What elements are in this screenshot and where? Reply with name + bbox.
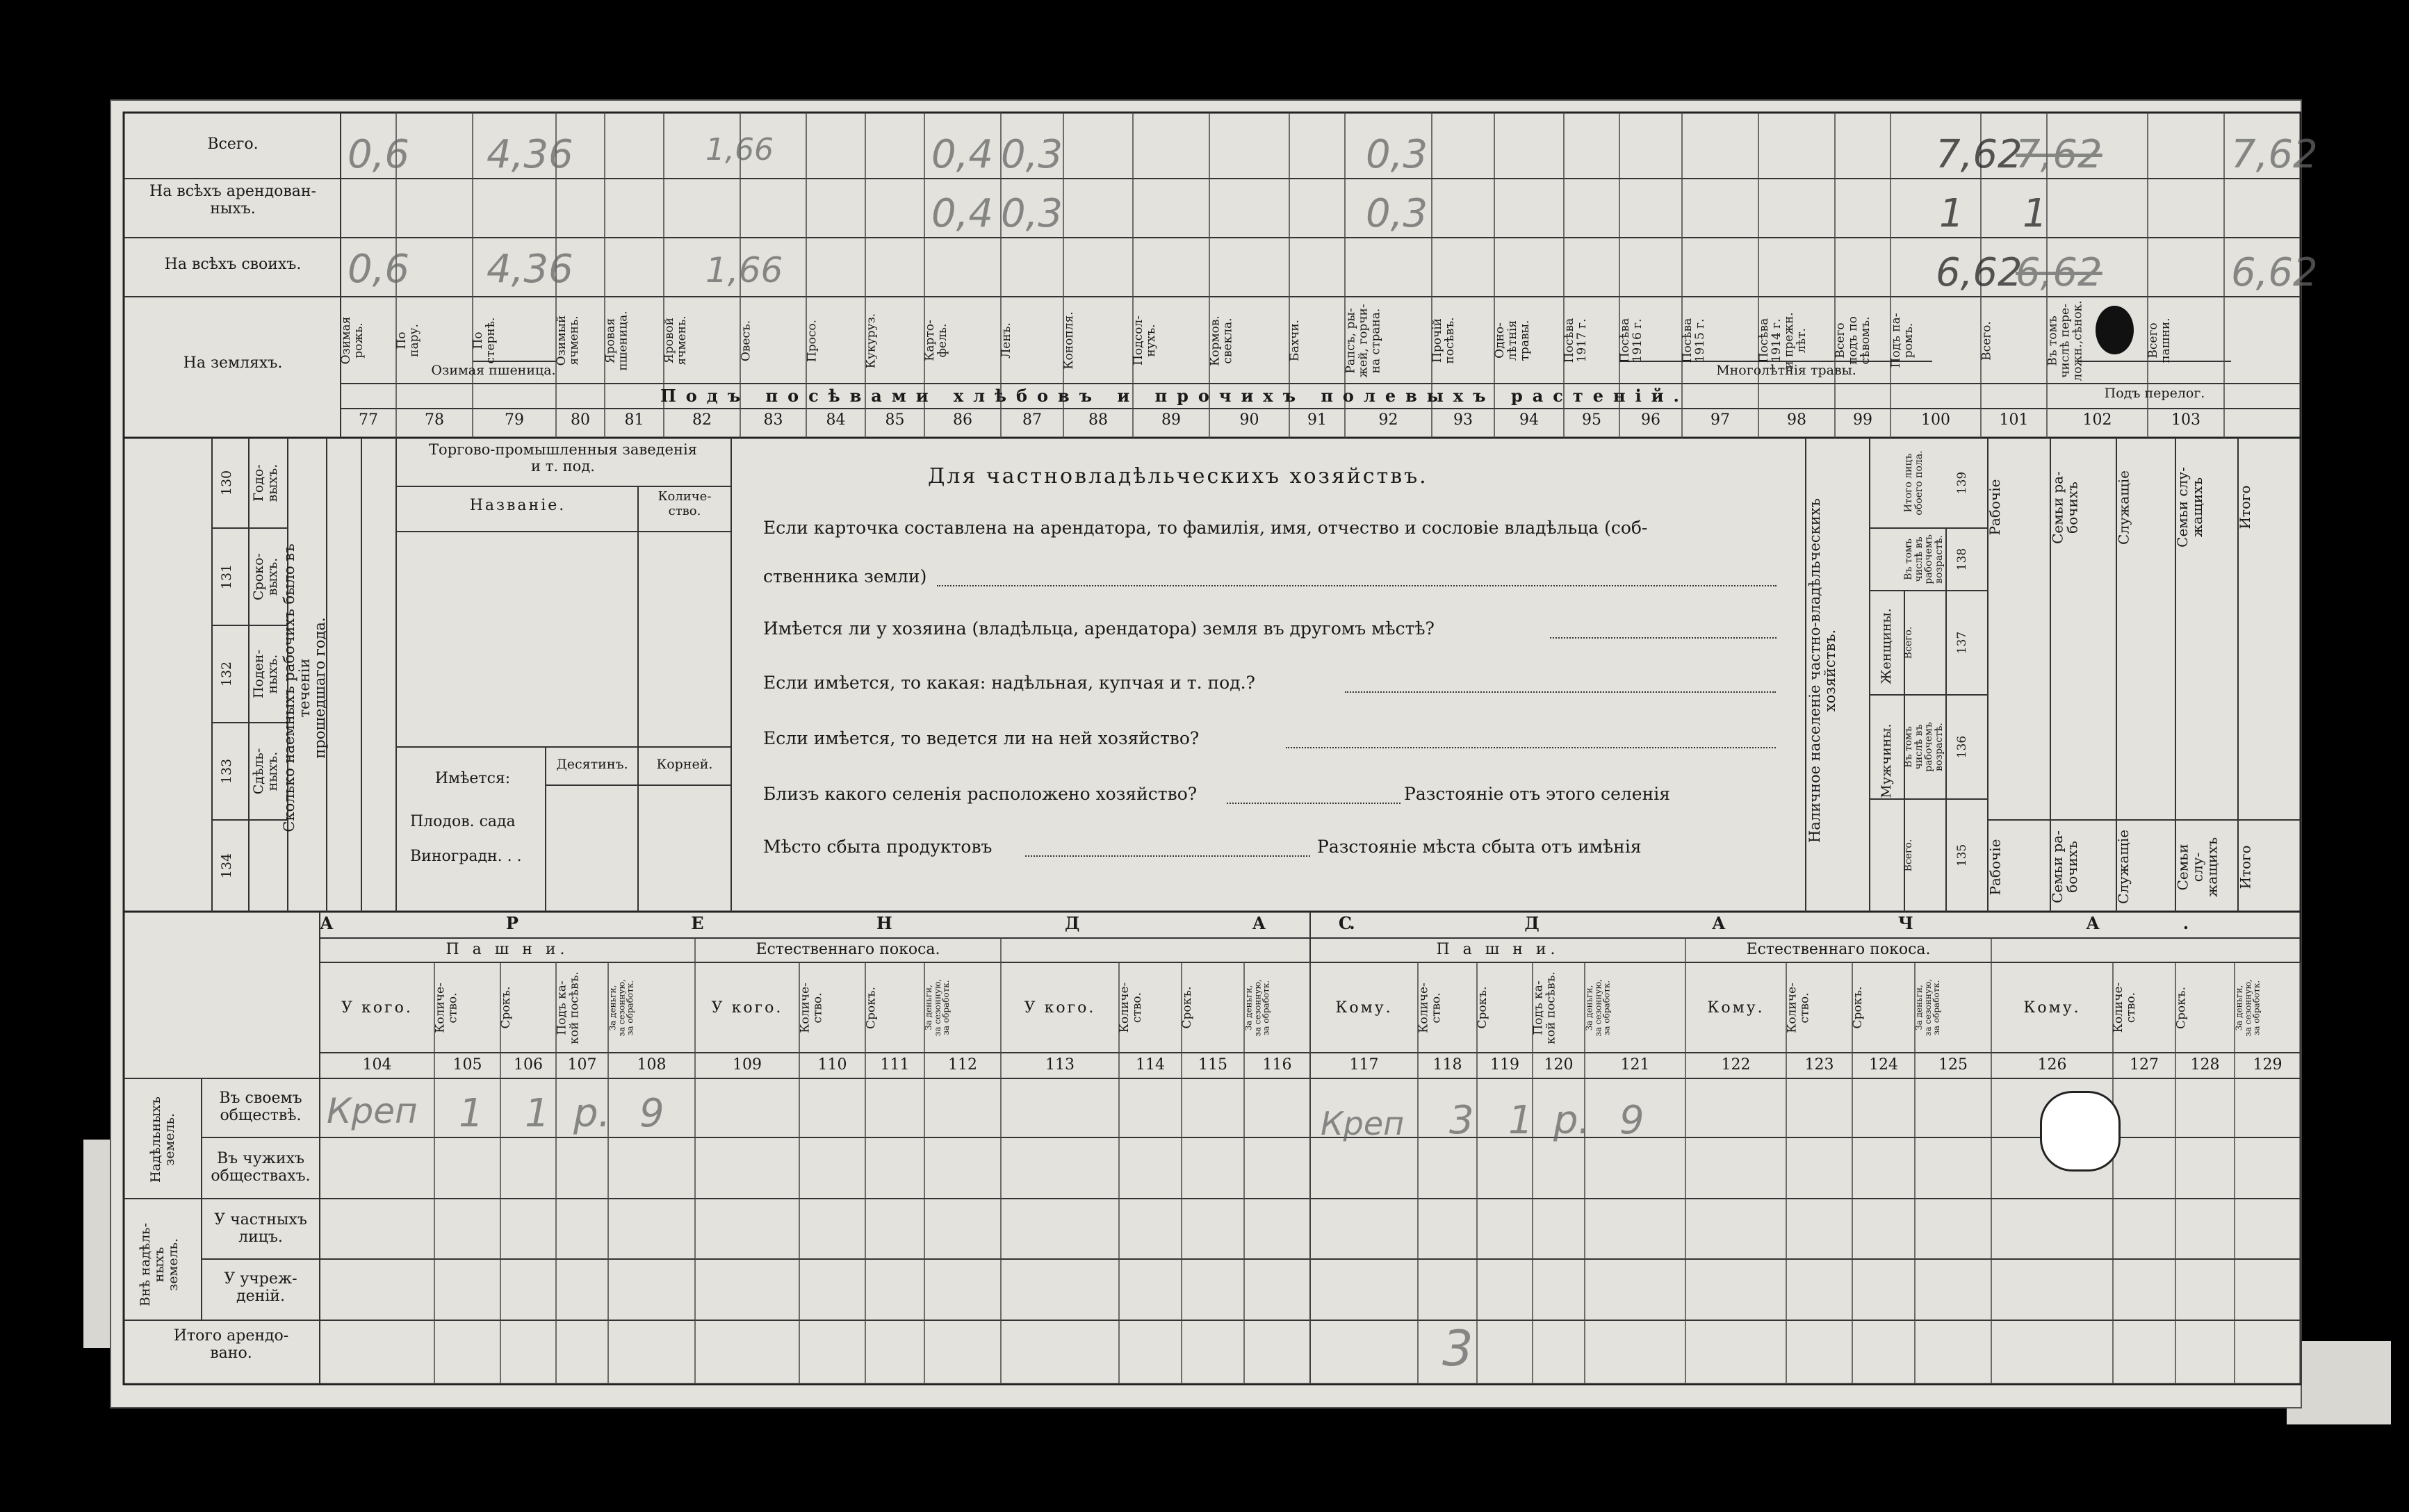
top-col-label: Просо. xyxy=(805,319,819,362)
top-col-number: 100 xyxy=(1921,411,1950,429)
bottom-col-label: У кого. xyxy=(341,999,413,1017)
pashni-sdacha: П а ш н и. xyxy=(1436,941,1560,958)
natural-arenda: Естественнаго покоса. xyxy=(756,941,940,958)
top-col-label: Кормов. свекла. xyxy=(1208,315,1234,366)
bottom-col-label: У кого. xyxy=(711,999,783,1017)
hw-vsego-8: 7,62 xyxy=(2016,132,2102,177)
hired-col-number: 131 xyxy=(219,564,234,590)
answer-line-farming[interactable] xyxy=(1286,747,1776,748)
hired-col-number: 133 xyxy=(219,758,234,784)
row-other-society: Въ чужихъ обществахъ. xyxy=(211,1150,311,1185)
top-col-number: 103 xyxy=(2171,411,2200,429)
top-col-label: Всего. xyxy=(1979,320,1993,361)
bottom-col-number: 123 xyxy=(1804,1056,1834,1074)
hw-arenda-pay: 9 xyxy=(639,1091,664,1136)
hw-arenda-who: Креп xyxy=(327,1091,418,1131)
bottom-col-label: Срокъ. xyxy=(864,986,878,1029)
bottom-col-number: 125 xyxy=(1938,1056,1968,1074)
right-col-label: Служащіе xyxy=(2115,830,2132,904)
bottom-col-number: 111 xyxy=(880,1056,910,1074)
population-title: Наличное населеніе частно-владѣльческихъ хозяйствъ. xyxy=(1806,498,1839,844)
top-col-number: 98 xyxy=(1787,411,1806,429)
row-label-rented: На всѣхъ арендован- ныхъ. xyxy=(149,183,316,218)
hw-sdacha-crop: р. xyxy=(1553,1098,1591,1143)
right-col-label: Итого xyxy=(2237,485,2253,529)
men-label: Мужчины. xyxy=(1879,723,1894,798)
bottom-col-number: 117 xyxy=(1349,1056,1379,1074)
hw-arenda-term: 1 xyxy=(525,1091,550,1136)
pop-col-number: 135 xyxy=(1955,844,1969,867)
hired-col-label: Сроко- выхъ. xyxy=(251,553,280,600)
bottom-col-label: Срокъ. xyxy=(1851,986,1865,1029)
bottom-col-label: Количе- ство. xyxy=(2112,982,2138,1033)
top-col-number: 91 xyxy=(1307,411,1327,429)
question-market-distance: Разстояніе мѣста сбыта отъ имѣнія xyxy=(1317,837,1642,857)
bottom-col-number: 115 xyxy=(1198,1056,1227,1074)
sdacha-title: С Д А Ч А. xyxy=(1338,913,2273,933)
private-farms-title: Для частновладѣльческихъ хозяйствъ. xyxy=(928,464,1428,488)
top-col-label: Ленъ. xyxy=(999,322,1013,359)
bottom-col-number: 121 xyxy=(1620,1056,1650,1074)
trade-name-header: Названіе. xyxy=(469,497,566,514)
top-col-number: 77 xyxy=(359,411,378,429)
bottom-col-number: 127 xyxy=(2130,1056,2159,1074)
bottom-col-label: Подъ ка- кой посѣвъ. xyxy=(555,971,581,1044)
bottom-col-number: 118 xyxy=(1432,1056,1462,1074)
hw-vsego-1: 0,6 xyxy=(348,132,410,177)
pod-perelog-label: Подъ перелог. xyxy=(2104,386,2205,401)
bottom-col-label: Кому. xyxy=(1335,999,1393,1017)
top-col-number: 97 xyxy=(1710,411,1730,429)
bottom-col-number: 119 xyxy=(1490,1056,1519,1074)
bottom-col-number: 124 xyxy=(1869,1056,1898,1074)
bottom-col-label: Количе- ство. xyxy=(1785,982,1811,1033)
top-col-label: Кукуруз. xyxy=(864,313,878,368)
bottom-col-label: За деньги, за сезонную, за обработк. xyxy=(1243,978,1271,1037)
top-col-label: Всего подъ по сѣвомъ. xyxy=(1834,316,1872,365)
top-col-label: Яровая пшеница. xyxy=(603,310,630,371)
bottom-col-label: Количе- ство. xyxy=(1118,982,1144,1033)
top-col-number: 96 xyxy=(1641,411,1660,429)
top-col-number: 90 xyxy=(1239,411,1259,429)
top-col-label: Посѣва 1916 г. xyxy=(1618,318,1644,363)
top-col-label: Озимая рожь. xyxy=(339,316,366,365)
top-col-label: По пару. xyxy=(395,324,421,357)
bottom-col-label: Срокъ. xyxy=(1476,986,1489,1029)
vineyard-label: Виноградн. . . xyxy=(410,848,522,865)
bottom-col-label: Кому. xyxy=(2023,999,2081,1017)
question-owner: Если карточка составлена на арендатора, то фамилія, имя, отчество и сословіе владѣльца (соб- xyxy=(763,518,1648,538)
answer-line-owner[interactable] xyxy=(937,585,1777,586)
hired-col-number: 130 xyxy=(219,470,234,496)
pashni-arenda: П а ш н и. xyxy=(446,941,569,958)
hw-sdacha-qty: 3 xyxy=(1449,1098,1474,1143)
pop-col-label: Въ томъ числѣ въ рабочемъ возрастѣ. xyxy=(1903,722,1945,772)
hw-svoi-4: 6,62 xyxy=(1936,250,2023,295)
hw-svoi-2: 4,36 xyxy=(487,247,573,292)
pop-col-number: 136 xyxy=(1955,735,1969,759)
bottom-col-number: 109 xyxy=(733,1056,762,1074)
top-col-label: Посѣва 1915 г. xyxy=(1681,318,1707,363)
top-col-number: 81 xyxy=(624,411,644,429)
hw-arend-2: 0,3 xyxy=(1001,191,1063,236)
top-col-label: Озимый ячмень. xyxy=(555,315,581,366)
bottom-col-label: У кого. xyxy=(1024,999,1096,1017)
question-other-land: Имѣется ли у хозяина (владѣльца, арендатора) земля въ другомъ мѣстѣ? xyxy=(763,618,1435,639)
group-vne-nadel: Внѣ надѣль- ныхъ земель. xyxy=(138,1222,181,1307)
top-col-label: Конопля. xyxy=(1062,311,1076,370)
bottom-col-number: 116 xyxy=(1262,1056,1292,1074)
hw-arend-5: 1 xyxy=(2023,191,2048,236)
hw-arend-3: 0,3 xyxy=(1366,191,1428,236)
section-title-crops: Подъ посѣвами хлѣбовъ и прочихъ полевыхъ растеній. xyxy=(660,386,1689,406)
bottom-col-number: 108 xyxy=(637,1056,667,1074)
orchard-label: Плодов. сада xyxy=(410,813,516,830)
hired-col-label: Годо- выхъ. xyxy=(251,463,280,502)
hw-svoi-3: 1,66 xyxy=(705,250,783,290)
pop-col-number: 139 xyxy=(1955,471,1969,495)
answer-line-other-land[interactable] xyxy=(1550,637,1777,639)
bottom-col-label: За деньги, за сезонную, за обработк. xyxy=(924,978,952,1037)
hw-sdacha-who: Креп xyxy=(1321,1105,1405,1142)
answer-line-market[interactable] xyxy=(1025,855,1310,857)
right-col-label: Семьи слу- жащихъ xyxy=(2174,467,2205,548)
row-own-society: Въ своемъ обществѣ. xyxy=(219,1090,302,1125)
bottom-col-number: 122 xyxy=(1721,1056,1751,1074)
row-private: У частныхъ лицъ. xyxy=(214,1211,307,1247)
top-col-label: Подъ па- ромъ. xyxy=(1889,313,1916,368)
row-institutions: У учреж- деній. xyxy=(224,1270,297,1306)
top-col-number: 86 xyxy=(953,411,972,429)
row-label-own: На всѣхъ своихъ. xyxy=(164,256,302,273)
row-total-rented: Итого арендо- вано. xyxy=(173,1327,289,1363)
hired-col-number: 134 xyxy=(219,853,234,879)
ink-blot xyxy=(2096,306,2134,354)
top-col-number: 85 xyxy=(885,411,905,429)
top-col-label: Прочій посѣвъ. xyxy=(1430,317,1457,364)
bottom-col-label: Кому. xyxy=(1707,999,1765,1017)
top-col-number: 83 xyxy=(763,411,783,429)
top-col-number: 94 xyxy=(1519,411,1539,429)
bottom-col-label: Количе- ство. xyxy=(798,982,824,1033)
hw-vsego-3: 1,66 xyxy=(705,132,774,167)
question-market: Мѣсто сбыта продуктовъ xyxy=(763,837,993,857)
pop-col-number: 137 xyxy=(1955,631,1969,655)
bottom-col-label: Подъ ка- кой посѣвъ. xyxy=(1531,971,1558,1044)
bottom-col-number: 114 xyxy=(1136,1056,1165,1074)
pop-col-label: Всего. xyxy=(1903,626,1914,659)
top-col-label: Овесъ. xyxy=(739,320,753,361)
bottom-col-number: 128 xyxy=(2190,1056,2220,1074)
hw-vsego-7: 7,62 xyxy=(1936,132,2023,177)
arenda-title: А Р Е Н Д А. xyxy=(320,913,1439,933)
top-col-number: 101 xyxy=(1999,411,2029,429)
top-col-number: 92 xyxy=(1378,411,1398,429)
bottom-col-number: 126 xyxy=(2037,1056,2067,1074)
mnogolet-label: Многолѣтнія травы. xyxy=(1716,363,1856,378)
hw-arend-1: 0,4 xyxy=(931,191,994,236)
desyatin-header: Десятинъ. xyxy=(556,757,628,772)
top-col-number: 102 xyxy=(2082,411,2112,429)
right-col-label: Итого xyxy=(2237,844,2253,889)
right-col-label: Семьи слу- жащихъ xyxy=(2174,837,2220,897)
top-col-label: Посѣва 1914 г. и прежн. лѣт. xyxy=(1757,312,1808,369)
hw-arenda-qty: 1 xyxy=(459,1091,484,1136)
trade-title: Торгово-промышленныя заведенія и т. под. xyxy=(429,441,697,475)
bottom-col-number: 129 xyxy=(2253,1056,2283,1074)
row-label-total: Всего. xyxy=(207,135,259,153)
bottom-col-number: 113 xyxy=(1045,1056,1075,1074)
bottom-col-label: За деньги, за сезонную, за обработк. xyxy=(1584,978,1612,1037)
top-col-number: 87 xyxy=(1022,411,1042,429)
hired-col-label: Поден- ныхъ. xyxy=(251,649,280,699)
top-col-number: 95 xyxy=(1582,411,1601,429)
top-col-label: Бахчи. xyxy=(1288,319,1302,362)
hw-vsego-6: 0,3 xyxy=(1366,132,1428,177)
natural-sdacha: Естественнаго покоса. xyxy=(1746,941,1931,958)
question-farming: Если имѣется, то ведется ли на ней хозяйство? xyxy=(763,728,1200,748)
answer-line-village[interactable] xyxy=(1227,803,1401,804)
pop-col-label: Всего. xyxy=(1903,839,1914,872)
hw-svoi-1: 0,6 xyxy=(348,247,410,292)
pop-col-number: 138 xyxy=(1955,548,1969,571)
right-col-label: Рабочіе xyxy=(1986,479,2003,536)
hw-sdacha-pay: 9 xyxy=(1619,1098,1644,1143)
top-col-label: Карто- фель. xyxy=(923,320,949,361)
top-col-label: Въ томъ числѣ пере- ложн.,сѣнок. xyxy=(2045,299,2084,381)
hw-arend-4: 1 xyxy=(1939,191,1964,236)
bottom-col-label: Количе- ство. xyxy=(433,982,459,1033)
hired-workers-title: Сколько наемныхъ рабочихъ было въ теченіи прошедшаго года. xyxy=(281,543,329,832)
right-col-label: Рабочіе xyxy=(1986,839,2003,895)
row-label-on-lands: На земляхъ. xyxy=(183,354,283,372)
trade-qty-header: Количе- ство. xyxy=(658,489,712,518)
hw-vsego-9: 7,62 xyxy=(2231,132,2318,177)
bottom-col-number: 106 xyxy=(514,1056,543,1074)
top-col-number: 93 xyxy=(1453,411,1473,429)
bottom-col-number: 107 xyxy=(567,1056,597,1074)
top-col-number: 89 xyxy=(1161,411,1181,429)
hw-vsego-4: 0,4 xyxy=(931,132,994,177)
bottom-col-label: За деньги, за сезонную, за обработк. xyxy=(2234,978,2262,1037)
question-owner-cont: ственника земли) xyxy=(763,566,927,586)
top-col-label: Яровой ячмень. xyxy=(662,315,689,365)
answer-line-land-type[interactable] xyxy=(1345,691,1776,693)
hw-arenda-crop: р. xyxy=(573,1091,611,1136)
top-col-label: По стернѣ. xyxy=(471,317,498,364)
right-col-label: Служащіе xyxy=(2115,470,2132,545)
has-label: Имѣется: xyxy=(434,770,511,787)
question-land-type: Если имѣется, то какая: надѣльная, купчая и т. под.? xyxy=(763,673,1255,693)
bottom-col-label: За деньги, за сезонную, за обработк. xyxy=(1914,978,1942,1037)
top-col-label: Рапсъ, ры- жей, горчи- на страна. xyxy=(1344,303,1382,378)
hw-svoi-6: 6,62 xyxy=(2231,250,2318,295)
question-village-distance: Разстояніе отъ этого селенія xyxy=(1404,784,1671,804)
right-col-label: Семьи ра- бочихъ xyxy=(2049,830,2080,903)
hw-total: 3 xyxy=(1442,1320,1473,1377)
ozim-pshenitsa-label: Озимая пшеница. xyxy=(431,363,556,378)
pop-col-label: Итого лицъ обоего пола. xyxy=(1903,450,1925,516)
bottom-col-number: 104 xyxy=(362,1056,392,1074)
top-col-number: 79 xyxy=(505,411,524,429)
top-col-number: 80 xyxy=(571,411,590,429)
hired-col-label: Сдѣль- ныхъ. xyxy=(251,748,280,795)
top-col-number: 84 xyxy=(826,411,846,429)
bottom-col-label: Срокъ. xyxy=(1180,986,1194,1029)
top-col-label: Посѣва 1917 г. xyxy=(1562,318,1589,363)
group-nadel: Надѣльныхъ земель. xyxy=(148,1096,177,1183)
paper-tear-mark xyxy=(2040,1091,2121,1172)
top-col-number: 78 xyxy=(425,411,444,429)
bottom-col-number: 120 xyxy=(1544,1056,1574,1074)
question-village: Близъ какого селенія расположено хозяйство? xyxy=(763,784,1198,804)
hw-vsego-2: 4,36 xyxy=(487,132,573,177)
bottom-col-number: 112 xyxy=(948,1056,977,1074)
top-col-number: 99 xyxy=(1853,411,1872,429)
top-col-number: 88 xyxy=(1088,411,1108,429)
bottom-col-number: 110 xyxy=(817,1056,847,1074)
bottom-col-label: Количе- ство. xyxy=(1416,982,1443,1033)
hw-vsego-5: 0,3 xyxy=(1001,132,1063,177)
top-col-label: Подсол- нухъ. xyxy=(1132,315,1158,365)
hw-sdacha-term: 1 xyxy=(1508,1098,1533,1143)
korney-header: Корней. xyxy=(656,757,713,772)
top-col-label: Всего пашни. xyxy=(2146,318,2173,363)
women-label: Женщины. xyxy=(1879,608,1894,684)
bottom-col-number: 105 xyxy=(452,1056,482,1074)
hw-svoi-5: 6,62 xyxy=(2016,250,2102,295)
top-col-label: Одно- лѣтнія травы. xyxy=(1493,320,1532,361)
pop-col-label: Въ томъ числѣ въ рабочемъ возрастѣ. xyxy=(1903,534,1945,584)
bottom-col-label: За деньги, за сезонную, за обработк. xyxy=(607,978,635,1037)
bottom-col-label: Срокъ. xyxy=(499,986,513,1029)
top-col-number: 82 xyxy=(692,411,712,429)
hired-col-number: 132 xyxy=(219,661,234,687)
right-col-label: Семьи ра- бочихъ xyxy=(2049,470,2080,544)
bottom-col-label: Срокъ. xyxy=(2174,986,2188,1029)
